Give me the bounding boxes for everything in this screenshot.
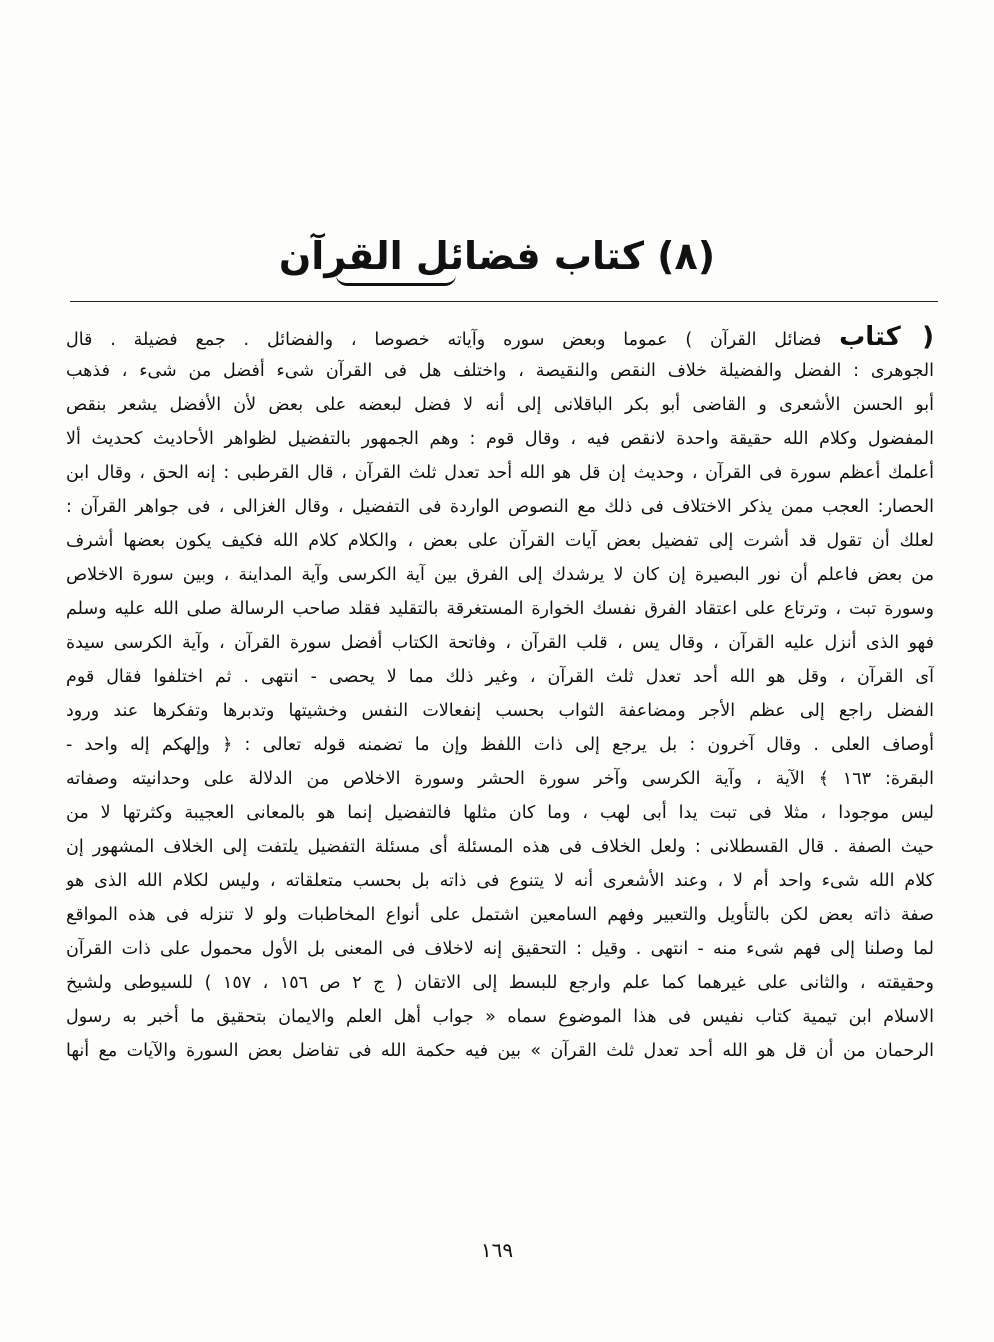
title-underline-flourish	[336, 275, 456, 286]
text-line: أبو الحسن الأشعرى و القاضى أبو بكر الباقلانى إلى أنه لا فضل لبعضه على بعض لأن الأفضل يشعر بنقص	[66, 395, 934, 415]
text-line: من بعض فاعلم أن نور البصيرة إن كان لا يرشدك إلى الفرق بين آية الكرسى وآية المداينة ، وبين سورة الاخلاص	[66, 565, 934, 585]
text-line: صفة ذاته بعض لكن بالتأويل والتعبير وفهم السامعين اشتمل على أنواع المخاطبات ولو لا تنزله فى هذه المواقع	[66, 905, 934, 925]
page-number: ١٦٩	[480, 1238, 514, 1262]
chapter-title: (٨) كتاب فضائل القرآن	[278, 234, 716, 278]
text-line: الرحمان من أن قل هو الله أحد تعدل ثلث القرآن » بين فيه حكمة الله فى تفاضل بعض السورة والآيات مع أنها	[66, 1041, 934, 1061]
line-text: فضائل القرآن ) عموما وبعض سوره وآياته خصوصا ، والفضائل . جمع فضيلة . قال	[66, 330, 822, 350]
text-line: البقرة: ١٦٣ ﴾ الآية ، وآية الكرسى وآخر سورة الحشر وسورة الاخلاص من الدلالة على وحدانيته وصفاته	[66, 769, 934, 789]
text-line: وحقيقته ، والثانى على غيرهما كما علم وارجع للبسط إلى الاتقان ( ج ٢ ص ١٥٦ ، ١٥٧ ) للسيوطى ولشيخ	[66, 973, 934, 993]
text-line: الجوهرى : الفضل والفضيلة خلاف النقص والنقيصة ، واختلف هل فى القرآن شىء أفضل من شىء ، فذهب	[66, 361, 934, 381]
text-line: فهو الذى أنزل عليه القرآن ، وقال يس ، قلب القرآن ، وفاتحة الكتاب أفضل سورة القرآن ، وآية الكرسى سيدة	[66, 633, 934, 653]
horizontal-rule	[70, 301, 938, 302]
text-line: المفضول وكلام الله حقيقة واحدة لانقص فيه ، وقال قوم : وهم الجمهور بالتفضيل لظواهر الأحاديث كحديث ألا	[66, 429, 934, 449]
opening-word: ( كتاب	[839, 322, 934, 352]
text-line: أعلمك أعظم سورة فى القرآن ، وحديث إن قل هو الله أحد تعدل ثلث القرآن ، قال القرطبى : إنه الحق ، وقال ابن	[66, 463, 934, 483]
text-line: ليس موجودا ، مثلا فى تبت يدا أبى لهب ، وما كان مثلها فالتفضيل إنما هو بالمعانى العجيبة وكثرتها لا من	[66, 803, 934, 823]
text-line: أوصاف العلى . وقال آخرون : بل يرجع إلى ذات اللفظ وإن ما تضمنه قوله تعالى : ﴿ وإلهكم إله واحد -	[66, 735, 934, 755]
text-line: لما وصلنا إلى فهم شىء منه - انتهى . وقيل : التحقيق إنه لاخلاف فى المعنى بل الأول محمول على ذات القرآن	[66, 939, 934, 959]
commentary-body	[66, 320, 934, 1068]
text-line: الفضل راجع إلى عظم الأجر ومضاعفة الثواب بحسب إنفعالات النفس وخشيتها وتدبرها وتفكرها عند ورود	[66, 701, 934, 721]
text-line: آى القرآن ، وقل هو الله أحد تعدل ثلث القرآن ، وغير ذلك مما لا يحصى - انتهى . ثم اختلفوا فقال قوم	[66, 667, 934, 687]
text-line: الاسلام ابن تيمية كتاب نفيس فى هذا الموضوع سماه « جواب أهل العلم والايمان بتحقيق ما أخبر به رسول	[66, 1007, 934, 1027]
text-line: كلام الله شىء واحد أم لا ، وعند الأشعرى أنه لا يتنوع فى ذاته بل بحسب متعلقاته ، وليس لكلام الله الذى هو	[66, 871, 934, 891]
text-line	[66, 320, 934, 354]
text-line: وسورة تبت ، وترتاع على اعتقاد الفرق نفسك الخوارة المستغرقة بالتقليد فقلد صاحب الرسالة صلى الله عليه وسلم	[66, 599, 934, 619]
text-line: الحصار: العجب ممن يذكر الاختلاف فى ذلك مع النصوص الواردة فى التفضيل ، وقال الغزالى ، فى جواهر القرآن :	[66, 497, 934, 517]
text-line: لعلك أن تقول قد أشرت إلى تفضيل بعض آيات القرآن على بعض ، والكلام كلام الله فكيف يكون بعضها أشرف	[66, 531, 934, 551]
text-line: حيث الصفة . قال القسطلانى : ولعل الخلاف فى هذه المسئلة أى مسئلة التفضيل يلتفت إلى الخلاف المشهور إن	[66, 837, 934, 857]
